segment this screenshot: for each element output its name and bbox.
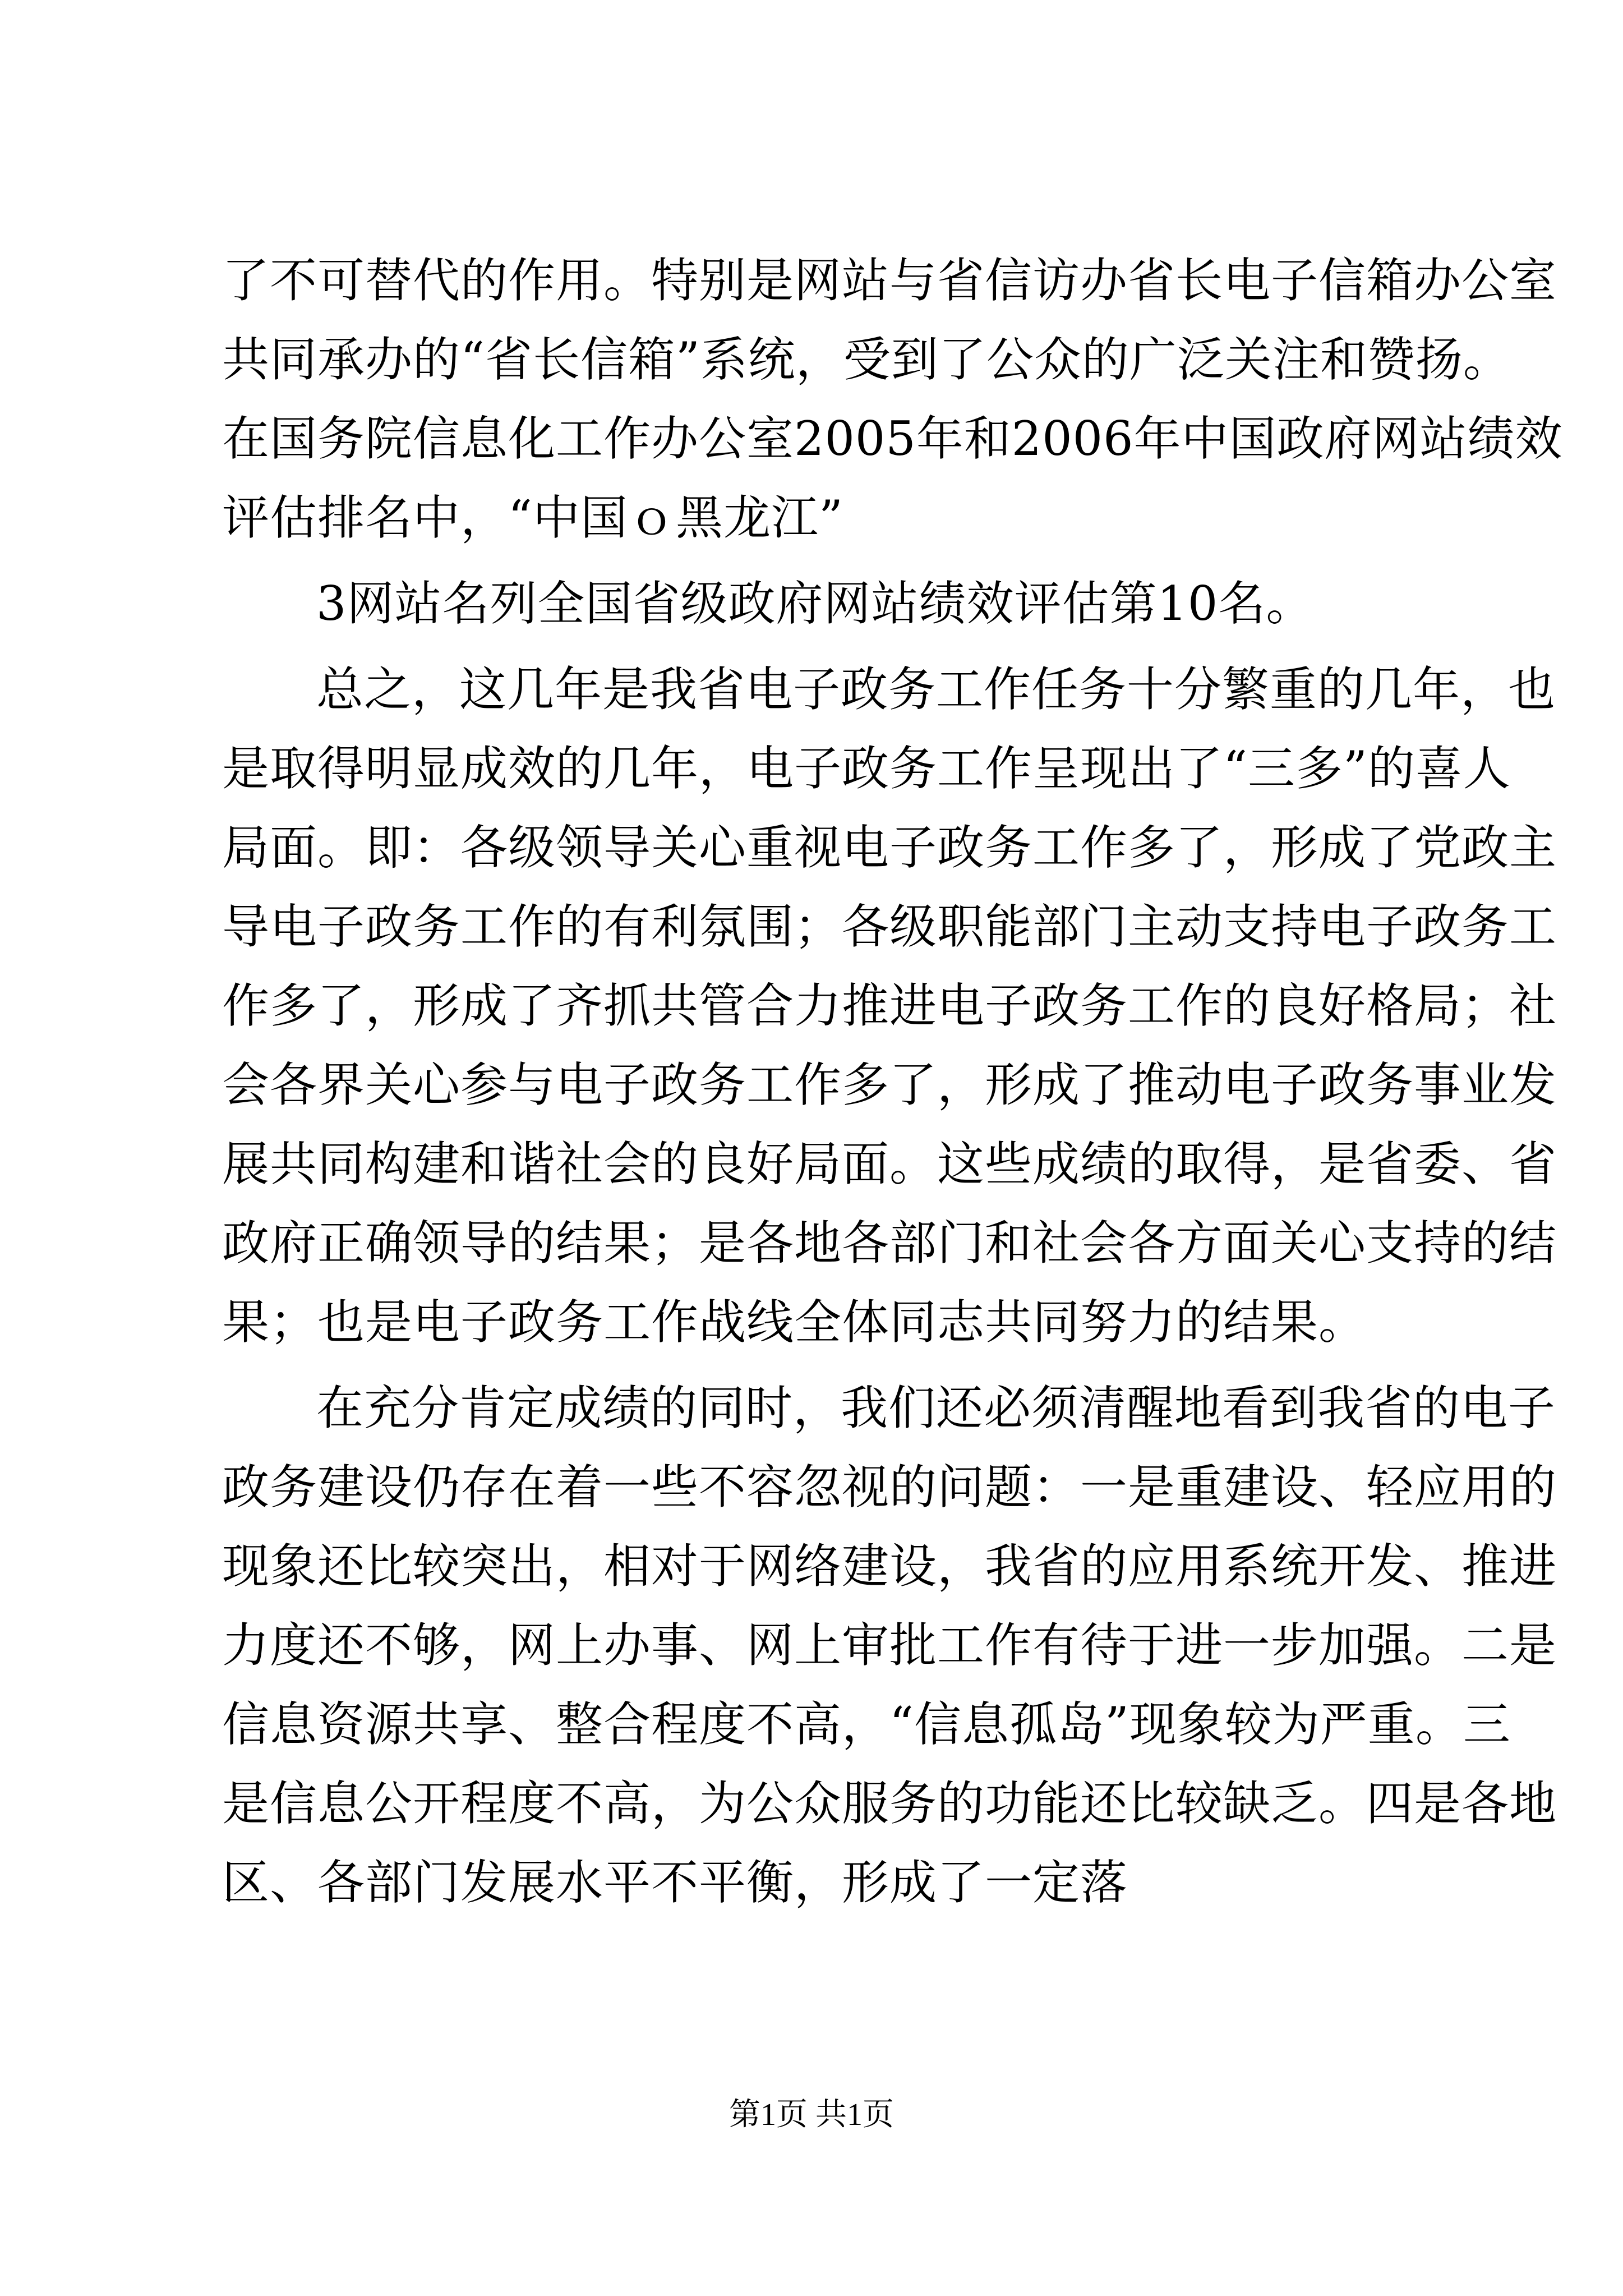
text-line: 是取得明显成效的几年，电子政务工作呈现出了“三多”的喜人 [222,741,1511,796]
text-line: 区、各部门发展水平不平衡，形成了一定落 [222,1855,1128,1910]
paragraph-gap [222,1362,1433,1369]
text-line: 在充分肯定成绩的同时，我们还必须清醒地看到我省的电子 [316,1381,1556,1435]
text-line: 展共同构建和谐社会的良好局面。这些成绩的取得，是省委、省 [222,1137,1557,1191]
page-footer [0,2095,1623,2134]
text-line: 作多了，形成了齐抓共管合力推进电子政务工作的良好格局；社 [222,978,1557,1033]
text-line: 是信息公开程度不高，为公众服务的功能还比较缺乏。四是各地 [222,1776,1557,1831]
text-line: 总之，这几年是我省电子政务工作任务十分繁重的几年，也 [316,662,1556,717]
text-line: 会各界关心参与电子政务工作多了，形成了推动电子政务事业发 [222,1057,1557,1112]
text-line: 力度还不够，网上办事、网上审批工作有待于进一步加强。二是 [222,1618,1557,1673]
text-line: 政府正确领导的结果；是各地各部门和社会各方面关心支持的结 [222,1216,1557,1271]
text-line: 在国务院信息化工作办公室2005年和2006年中国政府网站绩效 [222,411,1563,466]
text-line: 政务建设仍存在着一些不容忽视的问题：一是重建设、轻应用的 [222,1460,1557,1515]
text-line: 果；也是电子政务工作战线全体同志共同努力的结果。 [222,1295,1367,1350]
text-line: 现象还比较突出，相对于网络建设，我省的应用系统开发、推进 [222,1539,1557,1594]
paragraph-gap [222,558,1433,564]
page-number: 第1页 共1页 [729,2097,894,2132]
text-line: 共同承办的“省长信箱”系统，受到了公众的广泛关注和赞扬。 [222,332,1511,387]
paragraph-gap [222,643,1433,650]
text-line: 信息资源共享、整合程度不高，“信息孤岛”现象较为严重。三 [222,1697,1511,1752]
text-line: 评估排名中，“中国ｏ黑龙江” [222,490,843,545]
paragraph [222,650,1557,1362]
text-line: 3网站名列全国省级政府网站绩效评估第10名。 [316,576,1314,631]
text-line: 局面。即：各级领导关心重视电子政务工作多了，形成了党政主 [222,820,1557,875]
text-line: 导电子政务工作的有利氛围；各级职能部门主动支持电子政务工 [222,899,1557,954]
paragraph [222,241,1563,558]
paragraph [222,564,1433,643]
paragraph [222,1369,1557,1922]
text-line: 了不可替代的作用。特别是网站与省信访办省长电子信箱办公室 [222,253,1557,308]
body-text [222,241,1563,1922]
